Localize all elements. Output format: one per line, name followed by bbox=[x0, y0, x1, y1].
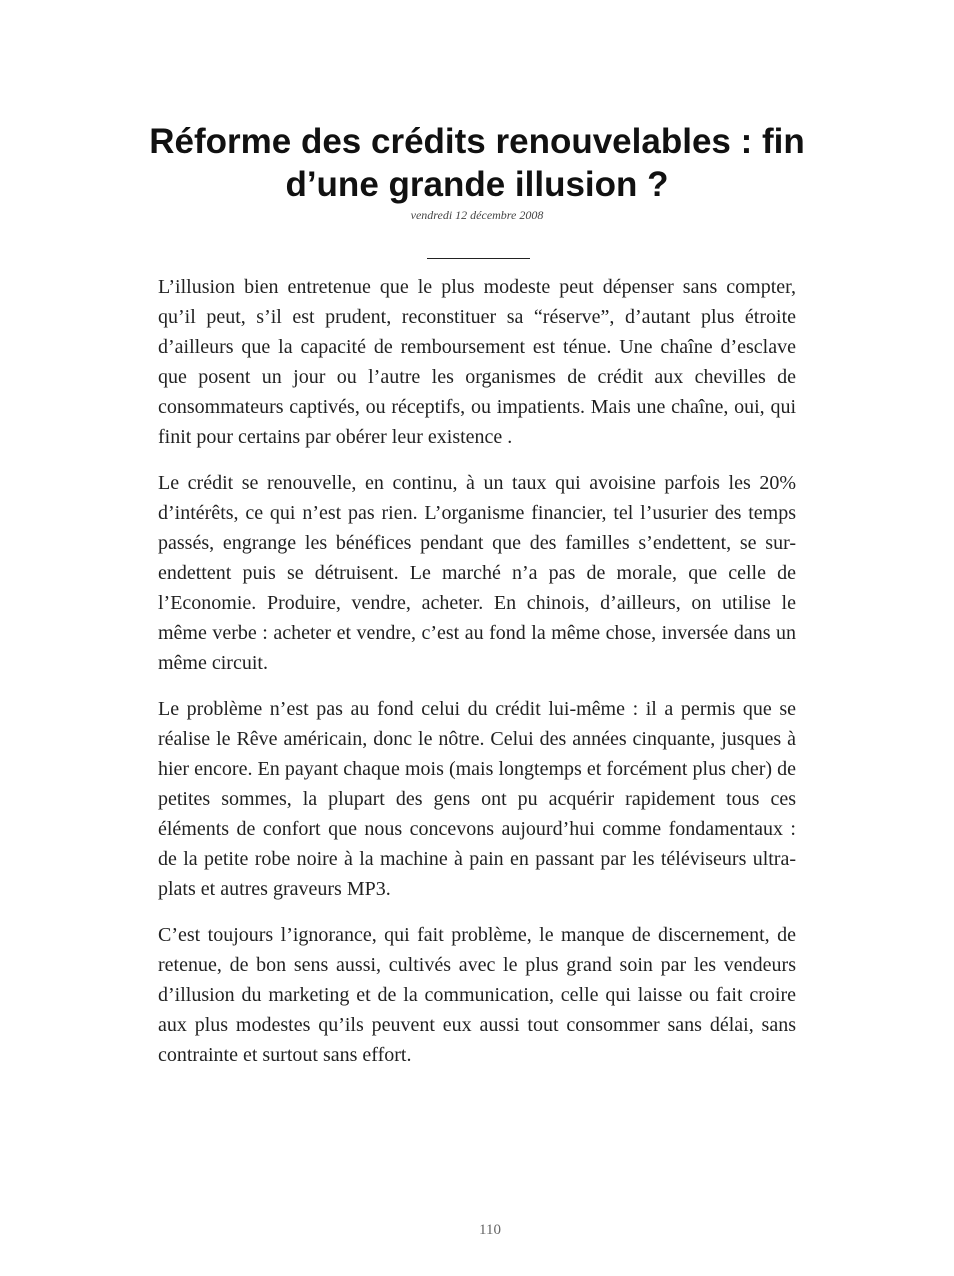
paragraph-2: Le crédit se renouvelle, en continu, à un taux qui avoisine parfois les 20% d’intérêts, ce qui n’est pas rien. L’organisme financier, tel l’usurier des temps passés, engrange les bénéfices pendant que des familles s’endettent, se sur-endettent puis se détruisent. Le marché n’a pas de morale, que celle de l’Economie. Produire, vendre, acheter. En chinois, d’ailleurs, on utilise le même verbe : acheter et vendre, c’est au fond la même chose, inversée dans un même circuit. bbox=[158, 472, 796, 674]
article-body bbox=[158, 272, 796, 1086]
paragraph-1: L’illusion bien entretenue que le plus modeste peut dépenser sans compter, qu’il peut, s’il est prudent, reconstituer sa “réserve”, d’autant plus étroite d’ailleurs que la capacité de remboursement est ténue. Une chaîne d’esclave que posent un jour ou l’autre les organismes de crédit aux chevilles de consommateurs captivés, ou réceptifs, ou impatients. Mais une chaîne, oui, qui finit pour certains par obérer leur existence . bbox=[158, 276, 796, 448]
article-date: vendredi 12 décembre 2008 bbox=[410, 208, 544, 222]
paragraph-3: Le problème n’est pas au fond celui du crédit lui-même : il a permis que se réalise le Rêve américain, donc le nôtre. Celui des années cinquante, jusques à hier encore. En payant chaque mois (mais longtemps et forcément plus cher) de petites sommes, la plupart des gens ont pu acquérir rapidement tous ces éléments de confort que nous concevons aujourd’hui comme fondamentaux : de la petite robe noire à la machine à pain en passant par les téléviseurs ultra-plats et autres graveurs MP3. bbox=[158, 698, 796, 900]
page-number: 110 bbox=[479, 1222, 501, 1238]
title-divider bbox=[427, 258, 530, 259]
paragraph-4: C’est toujours l’ignorance, qui fait problème, le manque de discernement, de retenue, de bon sens aussi, cultivés avec le plus grand soin par les vendeurs d’illusion du marketing et de la communication, celle qui laisse ou fait croire aux plus modestes qu’ils peuvent eux aussi tout consommer sans délai, sans contrainte et surtout sans effort. bbox=[158, 924, 796, 1066]
article-title: Réforme des crédits renouvelables : fin d’une grande illusion ? bbox=[149, 122, 805, 204]
